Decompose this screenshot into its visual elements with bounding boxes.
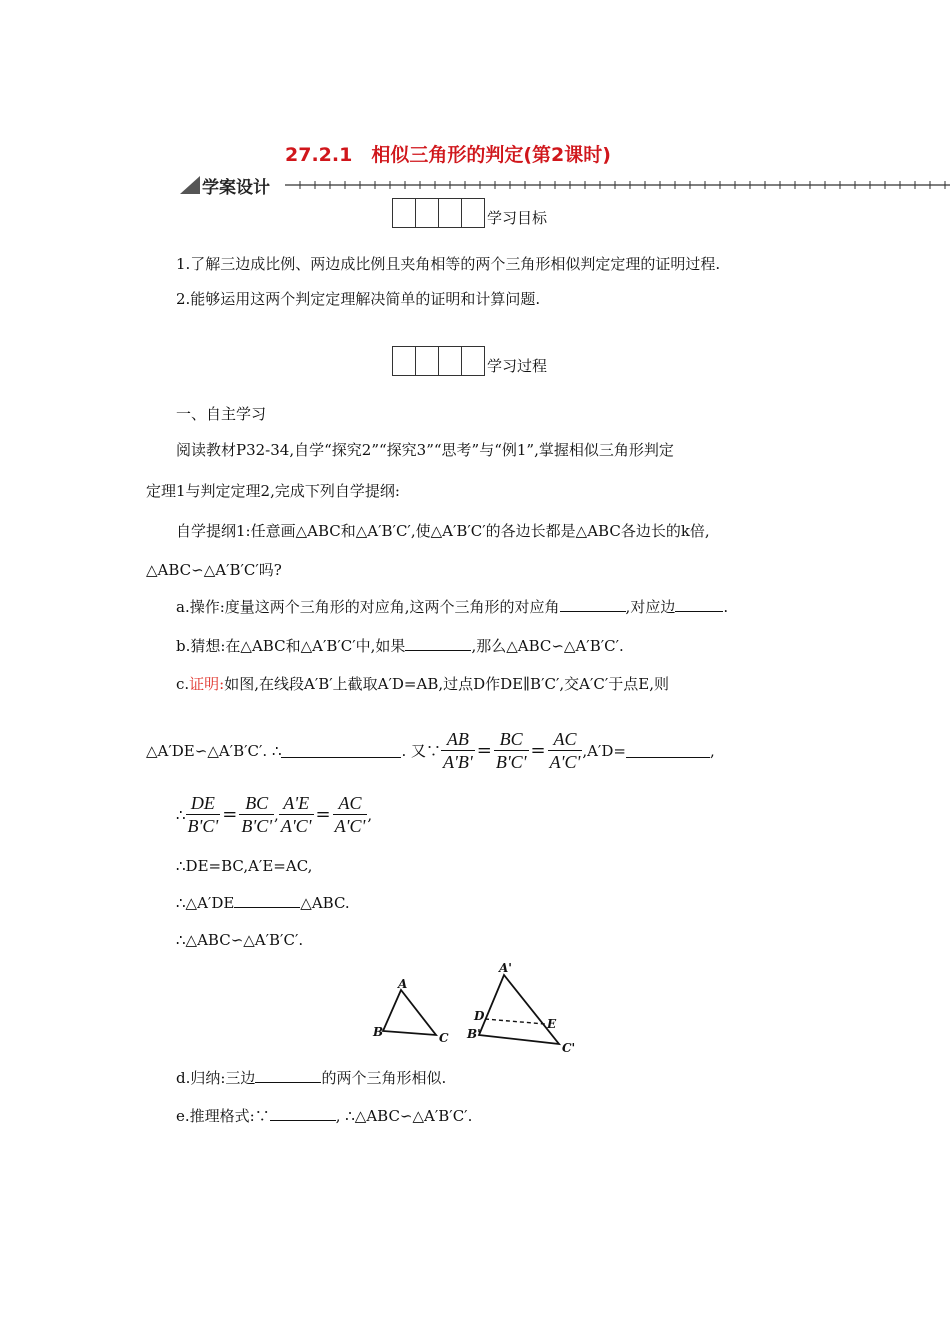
label-b: B <box>373 1025 384 1039</box>
item-e-pre: e.推理格式:∵ <box>176 1107 270 1125</box>
blank-condition[interactable] <box>405 636 471 651</box>
section-header-bar <box>180 172 950 196</box>
blank-reasoning[interactable] <box>270 1106 336 1121</box>
goals-section-label <box>392 198 547 228</box>
header-decoration <box>180 172 950 196</box>
item-a-mid: ,对应边 <box>625 598 676 616</box>
equals-sign: = <box>222 803 238 825</box>
line-de-bc: ∴DE=BC,A′E=AC, <box>176 857 313 875</box>
goal-2: 2.能够运用这两个判定定理解决简单的证明和计算问题. <box>176 290 541 308</box>
blank-ad[interactable] <box>626 743 710 758</box>
proof-line-1 <box>146 728 715 773</box>
proof-label: 证明: <box>189 675 225 693</box>
page-title: 27.2.1 相似三角形的判定(第2课时) <box>285 144 611 166</box>
item-a <box>176 597 728 617</box>
item-b-pre: b.猜想:在△ABC和△A′B′C′中,如果 <box>176 637 406 655</box>
label-d: D <box>474 1009 485 1023</box>
triangle-abc <box>383 990 436 1035</box>
self-study-heading: 一、自主学习 <box>176 405 267 423</box>
outline1-line-2: △ABC∽△A′B′C′吗? <box>146 561 282 579</box>
proof1-mid: . 又∵ <box>401 741 442 760</box>
blank-sides[interactable] <box>675 597 723 612</box>
goals-label-text: 学习目标 <box>487 209 548 227</box>
fraction-ac: $\frac{AC}{A'C'}$ <box>549 729 581 772</box>
item-e <box>176 1106 472 1126</box>
segment-de <box>485 1019 545 1024</box>
process-boxes <box>392 346 485 376</box>
blank-induction[interactable] <box>255 1068 321 1083</box>
comma: , <box>367 805 373 824</box>
goal-1: 1.了解三边成比例、两边成比例且夹角相等的两个三角形相似判定定理的证明过程. <box>176 255 721 273</box>
proof1-ad: ,A′D= <box>582 741 626 760</box>
outline1-line-1: 自学提纲1:任意画△ABC和△A′B′C′,使△A′B′C′的各边长都是△ABC各边长的k倍, <box>176 522 710 540</box>
fraction-bc2: $\frac{BC}{B'C'}$ <box>241 793 273 836</box>
item-d-end: 的两个三角形相似. <box>321 1069 447 1087</box>
fraction-de: $\frac{DE}{B'C'}$ <box>187 793 219 836</box>
label-e: E <box>547 1017 557 1031</box>
item-c-label: c. <box>176 675 190 693</box>
label-a-prime: A' <box>499 961 512 975</box>
line-similar: ∴△ABC∽△A′B′C′. <box>176 931 304 949</box>
item-c-text: 如图,在线段A′B′上截取A′D=AB,过点D作DE∥B′C′,交A′C′于点E,则 <box>224 675 669 693</box>
item-d <box>176 1068 446 1088</box>
intro-line-1: 阅读教材P32-34,自学“探究2”“探究3”“思考”与“例1”,掌握相似三角形判定 <box>176 441 674 459</box>
blank-relation[interactable] <box>234 893 300 908</box>
equals-sign: = <box>530 739 546 761</box>
label-a: A <box>398 977 408 991</box>
process-section-label <box>392 346 547 376</box>
fraction-ac2: $\frac{AC}{A'C'}$ <box>334 793 366 836</box>
triangle-a1b1c1 <box>479 975 559 1044</box>
label-c-prime: C' <box>562 1041 576 1055</box>
label-b-prime: B' <box>467 1027 481 1041</box>
equals-sign: = <box>315 803 331 825</box>
process-label-text: 学习过程 <box>487 357 548 375</box>
fraction-bc: $\frac{BC}{B'C'}$ <box>495 729 527 772</box>
blank-proportion[interactable] <box>281 743 401 758</box>
label-c: C <box>439 1031 449 1045</box>
fraction-ae: $\frac{A'E}{A'C'}$ <box>280 793 312 836</box>
equals-sign: = <box>476 739 492 761</box>
line-tri-end: △ABC. <box>300 894 350 912</box>
comma: , <box>274 805 279 824</box>
goals-boxes <box>392 198 485 228</box>
intro-line-2: 定理1与判定定理2,完成下列自学提纲: <box>146 482 400 500</box>
fraction-ab: $\frac{AB}{A'B'}$ <box>443 729 473 772</box>
header-label: 学案设计 <box>202 178 270 198</box>
header-triangle-icon <box>180 176 200 194</box>
blank-angles[interactable] <box>560 597 626 612</box>
proof1-pre: △A′DE∽△A′B′C′. ∴ <box>146 741 282 760</box>
therefore-symbol: ∴ <box>176 805 186 824</box>
item-e-end: , ∴△ABC∽△A′B′C′. <box>335 1107 473 1125</box>
item-a-pre: a.操作:度量这两个三角形的对应角,这两个三角形的对应角 <box>176 598 560 616</box>
proof1-end: , <box>709 741 715 760</box>
item-a-end: . <box>723 598 729 616</box>
item-b <box>176 636 624 656</box>
item-b-end: ,那么△ABC∽△A′B′C′. <box>471 637 624 655</box>
item-d-pre: d.归纳:三边 <box>176 1069 256 1087</box>
proof-line-2 <box>176 792 372 837</box>
item-c <box>176 674 669 694</box>
triangles-figure <box>368 958 588 1062</box>
line-tri-pre: ∴△A′DE <box>176 894 235 912</box>
line-tri <box>176 893 350 913</box>
